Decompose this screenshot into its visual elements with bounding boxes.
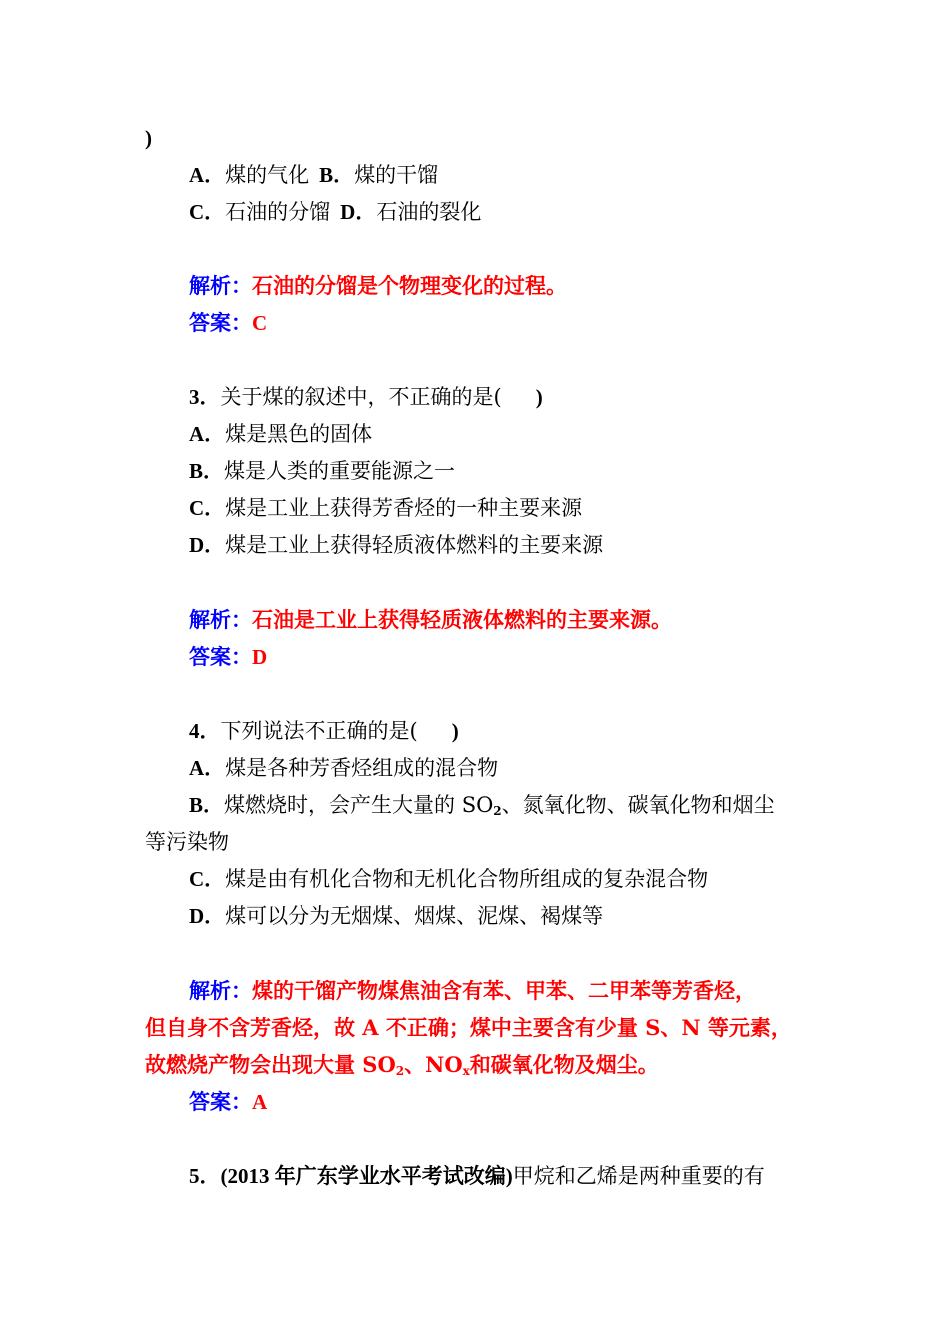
q4-option-a-letter: A． xyxy=(189,756,226,780)
q3-option-a-letter: A． xyxy=(189,422,226,446)
q3-answer-label: 答案： xyxy=(189,644,252,669)
q2-option-c-text: 石油的分馏 xyxy=(225,200,331,224)
q4-option-b-letter: B． xyxy=(189,793,225,817)
q2-analysis xyxy=(189,272,869,300)
q3-option-c-letter: C． xyxy=(189,496,226,520)
q3-stem-close: ) xyxy=(535,385,543,409)
q3-option-a xyxy=(189,420,869,448)
q4-stem-close: ) xyxy=(451,719,459,743)
q5-source: (2013 年广东学业水平考试改编) xyxy=(220,1164,513,1188)
q4-option-a xyxy=(189,754,869,782)
q3-option-d xyxy=(189,531,869,559)
q4-option-b xyxy=(189,791,869,819)
q4-option-d-letter: D． xyxy=(189,904,226,928)
q2-answer-value: C xyxy=(252,311,268,335)
q3-option-c-text: 煤是工业上获得芳香烃的一种主要来源 xyxy=(225,496,583,520)
q4-option-c-letter: C． xyxy=(189,867,226,891)
q2-options-row-1 xyxy=(189,161,869,189)
q3-number: 3． xyxy=(189,385,221,409)
q4-number: 4． xyxy=(189,719,221,743)
q2-option-d-letter: D． xyxy=(340,200,377,224)
q4-option-a-text: 煤是各种芳香烃组成的混合物 xyxy=(225,756,499,780)
q3-option-d-text: 煤是工业上获得轻质液体燃料的主要来源 xyxy=(225,533,604,557)
q2-analysis-text: 石油的分馏是个物理变化的过程。 xyxy=(252,273,567,298)
q3-analysis xyxy=(189,606,869,634)
q4-analysis-text-3a: 故燃烧产物会出现大量 SO xyxy=(145,1052,396,1077)
q4-analysis-text-1: 煤的干馏产物煤焦油含有苯、甲苯、二甲苯等芳香烃， xyxy=(252,978,756,1003)
q4-option-b-continuation: 等污染物 xyxy=(145,830,229,854)
q3-option-c xyxy=(189,494,869,522)
q3-option-b xyxy=(189,457,869,485)
q3-analysis-label: 解析： xyxy=(189,607,252,632)
q4-analysis-text-3b: 、NO xyxy=(404,1052,463,1077)
q4-option-d xyxy=(189,902,869,930)
q3-option-a-text: 煤是黑色的固体 xyxy=(225,422,373,446)
q2-option-a-letter: A． xyxy=(189,163,226,187)
q4-stem xyxy=(189,717,869,745)
q2-analysis-label: 解析： xyxy=(189,273,252,298)
q3-option-b-letter: B． xyxy=(189,459,225,483)
q3-answer-value: D xyxy=(252,645,268,669)
q2-option-b-text: 煤的干馏 xyxy=(354,163,439,187)
q4-answer-value: A xyxy=(252,1090,268,1114)
q4-analysis-line-2: 但自身不含芳香烃，故 A 不正确；煤中主要含有少量 S、N 等元素， xyxy=(145,1015,792,1040)
q4-option-b-text-1: 煤燃烧时，会产生大量的 SO xyxy=(224,793,494,817)
q3-analysis-text: 石油是工业上获得轻质液体燃料的主要来源。 xyxy=(252,607,672,632)
q2-answer xyxy=(189,309,869,337)
q2-answer-label: 答案： xyxy=(189,310,252,335)
q3-option-b-text: 煤是人类的重要能源之一 xyxy=(224,459,456,483)
q4-option-c xyxy=(189,865,869,893)
q4-answer-label: 答案： xyxy=(189,1089,252,1114)
q3-option-d-letter: D． xyxy=(189,533,226,557)
q4-option-c-text: 煤是由有机化合物和无机化合物所组成的复杂混合物 xyxy=(225,867,709,891)
q5-number: 5． xyxy=(189,1164,221,1188)
q3-answer xyxy=(189,643,869,671)
q3-stem-text: 关于煤的叙述中，不正确的是( xyxy=(220,385,502,409)
q5-stem xyxy=(189,1162,869,1190)
q2-paren-close: ) xyxy=(145,126,152,150)
q4-analysis-subscript-1: 2 xyxy=(395,1064,405,1078)
q4-analysis-line-1 xyxy=(189,977,869,1005)
q2-option-a-text: 煤的气化 xyxy=(225,163,310,187)
q3-stem xyxy=(189,383,869,411)
q4-answer xyxy=(189,1088,869,1116)
q4-option-b-subscript: 2 xyxy=(493,804,502,818)
q2-options-row-2 xyxy=(189,198,869,226)
q4-analysis-text-3c: 和碳氧化物及烟尘。 xyxy=(469,1052,659,1077)
q2-option-c-letter: C． xyxy=(189,200,226,224)
q2-option-d-text: 石油的裂化 xyxy=(376,200,482,224)
q4-option-b-text-2: 、氮氧化物、碳氧化物和烟尘 xyxy=(501,793,775,817)
q5-stem-text: 甲烷和乙烯是两种重要的有 xyxy=(512,1164,765,1188)
q2-option-b-letter: B． xyxy=(319,163,355,187)
q4-stem-text: 下列说法不正确的是( xyxy=(220,719,418,743)
q4-analysis-line-3 xyxy=(145,1051,825,1079)
q4-option-d-text: 煤可以分为无烟煤、烟煤、泥煤、褐煤等 xyxy=(225,904,604,928)
q4-analysis-subscript-2: x xyxy=(462,1064,470,1078)
q4-analysis-label: 解析： xyxy=(189,978,252,1003)
